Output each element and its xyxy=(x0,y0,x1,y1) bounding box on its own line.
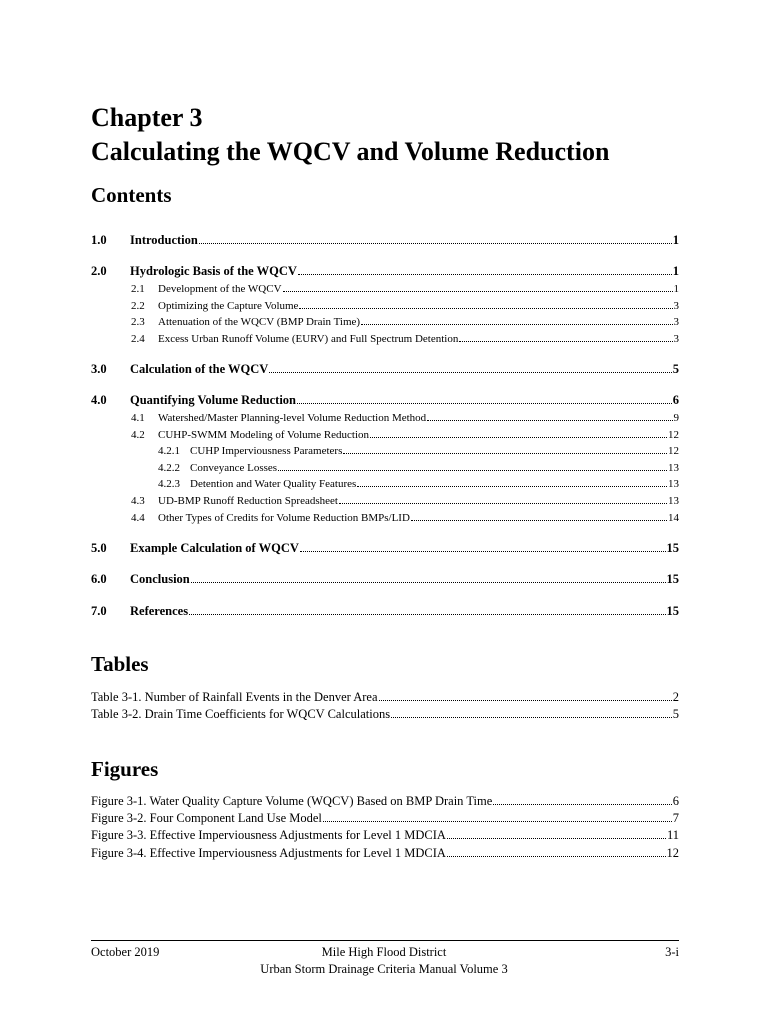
toc-entry-6-0[interactable] xyxy=(91,572,679,588)
toc-entry-4-1[interactable] xyxy=(131,410,679,426)
toc-leader xyxy=(370,427,667,438)
toc-entry-2-0[interactable] xyxy=(91,264,679,280)
toc-leader xyxy=(493,794,671,805)
toc-title: Development of the WQCV xyxy=(158,283,282,295)
toc-entry-4-0[interactable] xyxy=(91,393,679,409)
figure-page: 12 xyxy=(666,846,679,860)
toc-number: 4.2.1 xyxy=(158,445,180,457)
toc-leader xyxy=(297,393,672,404)
toc-number: 5.0 xyxy=(91,541,107,555)
toc-number: 4.2 xyxy=(131,429,145,441)
toc-title: Introduction xyxy=(130,233,198,247)
toc-page: 1 xyxy=(673,283,679,295)
toc-leader xyxy=(361,314,672,325)
toc-entry-2-2[interactable] xyxy=(131,298,679,314)
toc-title: Attenuation of the WQCV (BMP Drain Time) xyxy=(158,316,361,328)
toc-title: CUHP-SWMM Modeling of Volume Reduction xyxy=(158,429,370,441)
figure-entry-3-1[interactable] xyxy=(91,794,679,810)
toc-title: References xyxy=(130,604,189,618)
toc-leader xyxy=(447,846,666,857)
figure-title: Figure 3-3. Effective Imperviousness Adjustments for Level 1 MDCIA xyxy=(91,828,446,842)
table-title: Table 3-2. Drain Time Coefficients for WQCV Calculations xyxy=(91,707,391,721)
footer-divider xyxy=(91,940,679,941)
toc-entry-4-2-2[interactable] xyxy=(158,460,679,476)
toc-page: 13 xyxy=(668,495,679,507)
toc-number: 2.3 xyxy=(131,316,145,328)
toc-title: CUHP Imperviousness Parameters xyxy=(190,445,343,457)
toc-title: Quantifying Volume Reduction xyxy=(130,393,297,407)
contents-heading: Contents xyxy=(91,183,172,207)
toc-number: 4.1 xyxy=(131,412,145,424)
toc-leader xyxy=(459,331,672,342)
toc-page: 15 xyxy=(666,572,679,586)
table-page: 5 xyxy=(672,707,679,721)
toc-leader xyxy=(199,233,672,244)
toc-page: 15 xyxy=(666,541,679,555)
footer-organization: Mile High Flood District xyxy=(321,945,447,959)
toc-page: 15 xyxy=(666,604,679,618)
toc-entry-2-1[interactable] xyxy=(131,281,679,297)
toc-leader xyxy=(323,811,672,822)
footer-date: October 2019 xyxy=(91,945,160,959)
figure-title: Figure 3-2. Four Component Land Use Model xyxy=(91,811,322,825)
toc-entry-5-0[interactable] xyxy=(91,541,679,557)
toc-entry-1-0[interactable] xyxy=(91,233,679,249)
toc-page: 1 xyxy=(672,233,679,247)
chapter-name: Calculating the WQCV and Volume Reduction xyxy=(91,137,610,166)
toc-number: 4.2.3 xyxy=(158,478,180,490)
toc-number: 1.0 xyxy=(91,233,107,247)
footer-page-number: 3-i xyxy=(665,945,679,959)
figure-entry-3-4[interactable] xyxy=(91,846,679,862)
toc-title: Other Types of Credits for Volume Reduction BMPs/LID xyxy=(158,512,410,524)
toc-title: Excess Urban Runoff Volume (EURV) and Full Spectrum Detention xyxy=(158,333,459,345)
table-entry-3-2[interactable] xyxy=(91,707,679,723)
figure-page: 11 xyxy=(666,828,679,842)
toc-page: 3 xyxy=(673,316,679,328)
figure-page: 7 xyxy=(672,811,679,825)
toc-leader xyxy=(298,264,672,275)
toc-number: 4.4 xyxy=(131,512,145,524)
toc-entry-4-2-3[interactable] xyxy=(158,476,679,492)
figure-entry-3-2[interactable] xyxy=(91,811,679,827)
toc-entry-2-4[interactable] xyxy=(131,331,679,347)
toc-number: 3.0 xyxy=(91,362,107,376)
toc-page: 13 xyxy=(668,462,679,474)
toc-number: 7.0 xyxy=(91,604,107,618)
toc-number: 2.2 xyxy=(131,300,145,312)
toc-leader xyxy=(283,281,673,292)
toc-leader xyxy=(189,604,665,615)
toc-number: 6.0 xyxy=(91,572,107,586)
toc-entry-2-3[interactable] xyxy=(131,314,679,330)
toc-title: Calculation of the WQCV xyxy=(130,362,269,376)
toc-leader xyxy=(300,541,666,552)
figure-page: 6 xyxy=(672,794,679,808)
toc-number: 2.0 xyxy=(91,264,107,278)
toc-entry-4-3[interactable] xyxy=(131,493,679,509)
footer-manual-title: Urban Storm Drainage Criteria Manual Volume 3 xyxy=(260,962,508,976)
table-page: 2 xyxy=(672,690,679,704)
tables-heading: Tables xyxy=(91,652,149,676)
toc-page: 5 xyxy=(672,362,679,376)
toc-leader xyxy=(299,298,672,309)
toc-number: 2.1 xyxy=(131,283,145,295)
toc-title: Conclusion xyxy=(130,572,190,586)
figure-entry-3-3[interactable] xyxy=(91,828,679,844)
toc-title: Hydrologic Basis of the WQCV xyxy=(130,264,297,278)
figure-title: Figure 3-4. Effective Imperviousness Adjustments for Level 1 MDCIA xyxy=(91,846,446,860)
toc-title: Detention and Water Quality Features xyxy=(190,478,357,490)
toc-entry-4-4[interactable] xyxy=(131,510,679,526)
toc-entry-3-0[interactable] xyxy=(91,362,679,378)
toc-page: 12 xyxy=(668,445,679,457)
toc-page: 12 xyxy=(668,429,679,441)
toc-page: 6 xyxy=(672,393,679,407)
toc-number: 4.0 xyxy=(91,393,107,407)
toc-entry-4-2[interactable] xyxy=(131,427,679,443)
toc-entry-4-2-1[interactable] xyxy=(158,443,679,459)
toc-title: Conveyance Losses xyxy=(190,462,278,474)
table-title: Table 3-1. Number of Rainfall Events in the Denver Area xyxy=(91,690,378,704)
toc-entry-7-0[interactable] xyxy=(91,604,679,620)
toc-page: 3 xyxy=(673,300,679,312)
toc-title: Optimizing the Capture Volume xyxy=(158,300,299,312)
toc-page: 14 xyxy=(668,512,679,524)
table-entry-3-1[interactable] xyxy=(91,690,679,706)
chapter-number: Chapter 3 xyxy=(91,103,203,132)
toc-title: Watershed/Master Planning-level Volume Reduction Method xyxy=(158,412,427,424)
toc-leader xyxy=(391,707,672,718)
toc-leader xyxy=(357,476,667,487)
toc-leader xyxy=(427,410,672,421)
toc-title: UD-BMP Runoff Reduction Spreadsheet xyxy=(158,495,338,507)
figures-heading: Figures xyxy=(91,757,159,781)
toc-leader xyxy=(447,828,666,839)
toc-leader xyxy=(191,572,666,583)
toc-page: 9 xyxy=(673,412,679,424)
toc-number: 2.4 xyxy=(131,333,145,345)
figure-title: Figure 3-1. Water Quality Capture Volume (WQCV) Based on BMP Drain Time xyxy=(91,794,493,808)
toc-leader xyxy=(269,362,671,373)
toc-page: 13 xyxy=(668,478,679,490)
toc-leader xyxy=(379,690,672,701)
chapter-title xyxy=(91,101,691,169)
toc-leader xyxy=(343,443,667,454)
toc-page: 3 xyxy=(673,333,679,345)
toc-leader xyxy=(278,460,667,471)
toc-number: 4.3 xyxy=(131,495,145,507)
toc-leader xyxy=(411,510,667,521)
toc-title: Example Calculation of WQCV xyxy=(130,541,299,555)
toc-leader xyxy=(339,493,667,504)
toc-number: 4.2.2 xyxy=(158,462,180,474)
toc-page: 1 xyxy=(672,264,679,278)
